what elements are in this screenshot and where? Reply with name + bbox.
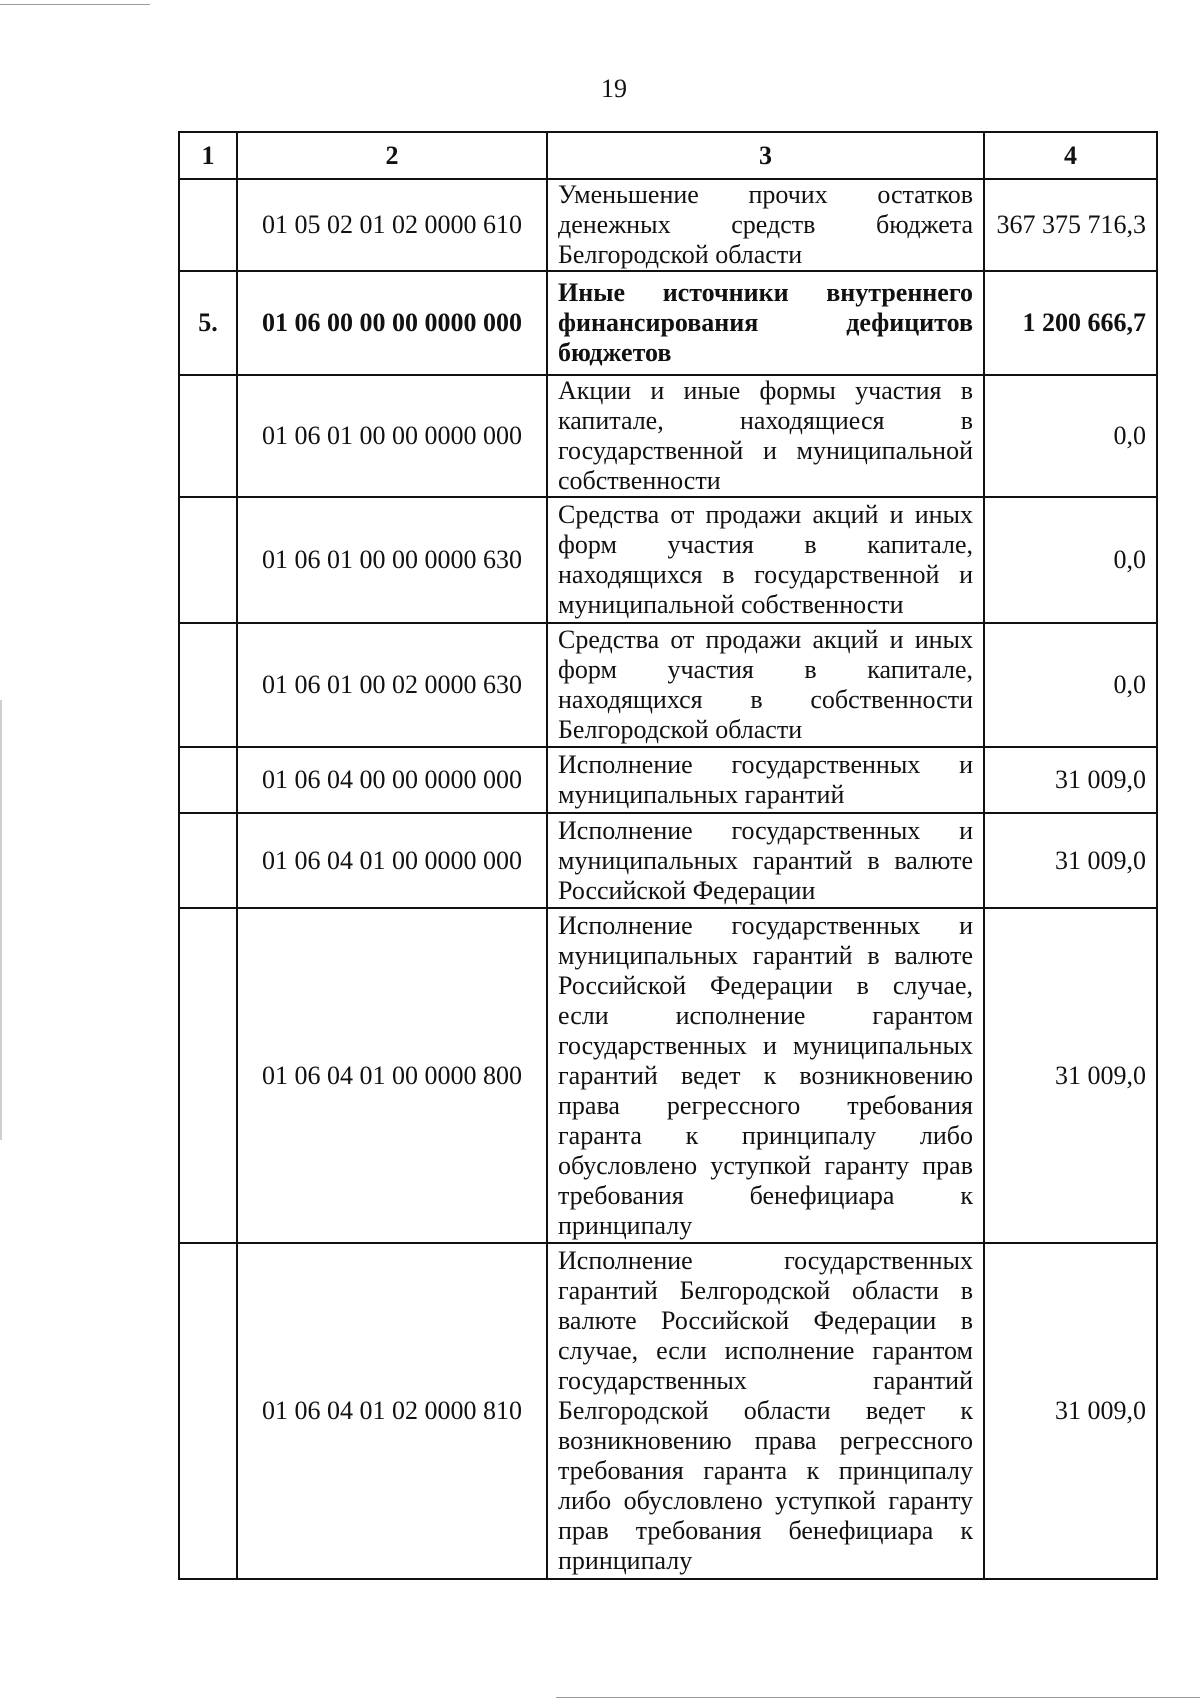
value-cell: 31 009,0 (984, 908, 1157, 1243)
value-cell: 0,0 (984, 375, 1157, 497)
description-cell: Исполнение государственных и муниципальных гарантий в валюте Российской Федерации (547, 813, 984, 908)
description-cell: Иные источники внутреннего финансирования дефицитов бюджетов (547, 271, 984, 375)
row-number-cell (179, 179, 237, 271)
table-row (179, 179, 1157, 271)
value-cell: 31 009,0 (984, 813, 1157, 908)
table-row (179, 813, 1157, 908)
scan-edge-mark (0, 4, 150, 5)
value-cell: 1 200 666,7 (984, 271, 1157, 375)
row-number-cell (179, 497, 237, 623)
row-number-cell: 5. (179, 271, 237, 375)
code-cell: 01 06 00 00 00 0000 000 (237, 271, 547, 375)
row-number-cell (179, 623, 237, 747)
description-cell: Средства от продажи акций и иных форм участия в капитале, находящихся в государственной и муниципальной собственности (547, 497, 984, 623)
code-cell: 01 06 01 00 00 0000 000 (237, 375, 547, 497)
table-row (179, 747, 1157, 813)
row-number-cell (179, 813, 237, 908)
code-cell: 01 06 01 00 00 0000 630 (237, 497, 547, 623)
code-cell: 01 06 04 00 00 0000 000 (237, 747, 547, 813)
value-cell: 367 375 716,3 (984, 179, 1157, 271)
description-cell: Акции и иные формы участия в капитале, находящиеся в государственной и муниципальной собственности (547, 375, 984, 497)
description-cell: Средства от продажи акций и иных форм участия в капитале, находящихся в собственности Белгородской области (547, 623, 984, 747)
scan-edge-mark (0, 700, 2, 1140)
code-cell: 01 06 04 01 00 0000 800 (237, 908, 547, 1243)
row-number-cell (179, 747, 237, 813)
table-row (179, 271, 1157, 375)
description-cell: Уменьшение прочих остатков денежных средств бюджета Белгородской области (547, 179, 984, 271)
description-cell: Исполнение государственных гарантий Белгородской области в валюте Российской Федерации в случае, если исполнение гарантом государственных гарантий Белгородской области ведет к возникновению права регрессного требования гаранта к принципалу либо обусловлено уступкой гаранту прав требования бенефициара к принципалу (547, 1243, 984, 1579)
table-row (179, 497, 1157, 623)
column-header: 4 (984, 132, 1157, 179)
column-header: 1 (179, 132, 237, 179)
value-cell: 0,0 (984, 623, 1157, 747)
description-cell: Исполнение государственных и муниципальных гарантий (547, 747, 984, 813)
table-header-row (179, 132, 1157, 179)
column-header: 2 (237, 132, 547, 179)
table-row (179, 375, 1157, 497)
table-row (179, 908, 1157, 1243)
scan-edge-mark (556, 1697, 1200, 1698)
row-number-cell (179, 908, 237, 1243)
table-row (179, 1243, 1157, 1579)
budget-sources-table (178, 131, 1158, 1580)
table-row (179, 623, 1157, 747)
row-number-cell (179, 375, 237, 497)
column-header: 3 (547, 132, 984, 179)
value-cell: 31 009,0 (984, 747, 1157, 813)
value-cell: 31 009,0 (984, 1243, 1157, 1579)
description-cell: Исполнение государственных и муниципальных гарантий в валюте Российской Федерации в случае, если исполнение гарантом государственных и муниципальных гарантий ведет к возникновению права регрессного требования гаранта к принципалу либо обусловлено уступкой гаранту прав требования бенефициара к принципалу (547, 908, 984, 1243)
code-cell: 01 06 01 00 02 0000 630 (237, 623, 547, 747)
code-cell: 01 06 04 01 00 0000 000 (237, 813, 547, 908)
code-cell: 01 06 04 01 02 0000 810 (237, 1243, 547, 1579)
value-cell: 0,0 (984, 497, 1157, 623)
code-cell: 01 05 02 01 02 0000 610 (237, 179, 547, 271)
page-number: 19 (601, 74, 627, 103)
row-number-cell (179, 1243, 237, 1579)
